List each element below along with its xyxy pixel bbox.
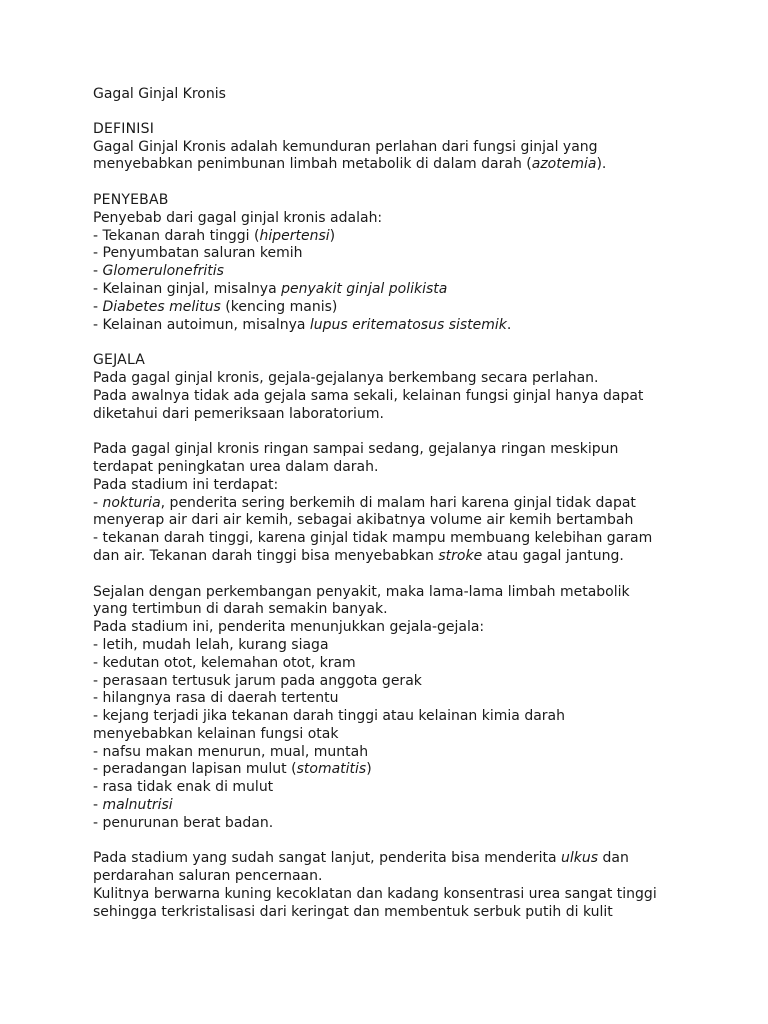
text-run: Penyebab dari gagal ginjal kronis adalah: — [93, 209, 383, 226]
text-line — [93, 459, 728, 477]
text-run: - Kelainan autoimun, misalnya — [93, 316, 310, 333]
text-line — [93, 655, 728, 673]
text-run: - Kelainan ginjal, misalnya — [93, 280, 282, 297]
text-line — [93, 263, 728, 281]
text-run: perdarahan saluran pencernaan. — [93, 868, 323, 885]
text-run: Pada gagal ginjal kronis ringan sampai sedang, gejalanya ringan meskipun — [93, 441, 619, 458]
text-run: - hilangnya rasa di daerah tertentu — [93, 690, 339, 707]
text-run: Pada stadium ini terdapat: — [93, 476, 279, 493]
text-run: - perasaan tertusuk jarum pada anggota gerak — [93, 672, 422, 689]
italic-term: stroke — [438, 547, 483, 564]
text-run: terdapat peningkatan urea dalam darah. — [93, 458, 379, 475]
text-run: - — [93, 797, 103, 814]
text-run: ) — [366, 761, 372, 778]
italic-term: nokturia — [102, 494, 161, 511]
paragraph-gap — [93, 833, 728, 851]
italic-term: azotemia — [531, 156, 597, 173]
section — [93, 121, 728, 174]
text-run: menyerap air dari air kemih, sebagai akibatnya volume air kemih bertambah — [93, 512, 634, 529]
text-run: menyebabkan kelainan fungsi otak — [93, 725, 339, 742]
document-body — [93, 121, 728, 922]
text-line — [93, 584, 728, 602]
text-line — [93, 156, 728, 174]
section-heading: DEFINISI — [93, 120, 155, 137]
section-heading: PENYEBAB — [93, 191, 169, 208]
italic-term: Diabetes melitus — [102, 298, 221, 315]
text-run: - Tekanan darah tinggi ( — [93, 227, 260, 244]
text-run: Pada stadium ini, penderita menunjukkan gejala-gejala: — [93, 619, 485, 636]
italic-term: Glomerulonefritis — [102, 263, 224, 280]
section — [93, 441, 728, 566]
text-run: - nafsu makan menurun, mual, muntah — [93, 743, 369, 760]
text-run: atau gagal jantung. — [482, 547, 624, 564]
italic-term: penyakit ginjal polikista — [281, 280, 448, 297]
text-line — [93, 406, 728, 424]
section-heading: GEJALA — [93, 352, 146, 369]
section — [93, 352, 728, 423]
text-run: - penurunan berat badan. — [93, 814, 274, 831]
text-run: dan — [598, 850, 629, 867]
text-line — [93, 299, 728, 317]
text-line — [93, 601, 728, 619]
section — [93, 192, 728, 334]
text-line — [93, 850, 728, 868]
text-line — [93, 761, 728, 779]
text-line — [93, 673, 728, 691]
text-line — [93, 139, 728, 157]
text-line — [93, 726, 728, 744]
text-line — [93, 708, 728, 726]
text-run: - rasa tidak enak di mulut — [93, 779, 274, 796]
text-run: Pada gagal ginjal kronis, gejala-gejalanya berkembang secara perlahan. — [93, 369, 599, 386]
text-line — [93, 495, 728, 513]
text-line — [93, 210, 728, 228]
italic-term: ulkus — [561, 850, 599, 867]
text-line — [93, 744, 728, 762]
text-line — [93, 868, 728, 886]
italic-term: malnutrisi — [102, 797, 173, 814]
text-run: - — [93, 298, 103, 315]
text-line — [93, 690, 728, 708]
text-run: sehingga terkristalisasi dari keringat dan membentuk serbuk putih di kulit — [93, 903, 613, 920]
paragraph-gap — [93, 334, 728, 352]
text-line — [93, 637, 728, 655]
paragraph-gap — [93, 423, 728, 441]
document-title: Gagal Ginjal Kronis — [93, 86, 226, 102]
text-run: diketahui dari pemeriksaan laboratorium. — [93, 405, 384, 422]
text-line — [93, 530, 728, 548]
text-run: menyebabkan penimbunan limbah metabolik di dalam darah ( — [93, 156, 532, 173]
paragraph-gap — [93, 174, 728, 192]
italic-term: lupus eritematosus sistemik — [309, 316, 507, 333]
italic-term: hipertensi — [259, 227, 330, 244]
section — [93, 584, 728, 833]
text-line — [93, 886, 728, 904]
text-line — [93, 370, 728, 388]
text-run: . — [506, 316, 512, 333]
text-run: - peradangan lapisan mulut ( — [93, 761, 297, 778]
text-run: - Penyumbatan saluran kemih — [93, 245, 303, 262]
text-run: - letih, mudah lelah, kurang siaga — [93, 636, 329, 653]
text-run: Pada awalnya tidak ada gejala sama sekali, kelainan fungsi ginjal hanya dapat — [93, 387, 644, 404]
text-line — [93, 904, 728, 922]
text-line — [93, 281, 728, 299]
text-line — [93, 548, 728, 566]
text-run: yang tertimbun di darah semakin banyak. — [93, 601, 388, 618]
italic-term: stomatitis — [296, 761, 367, 778]
text-run: - kedutan otot, kelemahan otot, kram — [93, 654, 356, 671]
text-run: - — [93, 263, 103, 280]
text-line — [93, 441, 728, 459]
text-run: dan air. Tekanan darah tinggi bisa menyebabkan — [93, 547, 439, 564]
text-line — [93, 245, 728, 263]
text-line — [93, 779, 728, 797]
text-line — [93, 317, 728, 335]
text-run: (kencing manis) — [220, 298, 338, 315]
text-run: - — [93, 494, 103, 511]
text-line — [93, 815, 728, 833]
text-line — [93, 512, 728, 530]
text-run: , penderita sering berkemih di malam hari karena ginjal tidak dapat — [160, 494, 636, 511]
text-run: Sejalan dengan perkembangan penyakit, maka lama-lama limbah metabolik — [93, 583, 630, 600]
text-run: ) — [329, 227, 336, 244]
text-run: - tekanan darah tinggi, karena ginjal tidak mampu membuang kelebihan garam — [93, 530, 653, 547]
section — [93, 850, 728, 921]
paragraph-gap — [93, 566, 728, 584]
text-run: Gagal Ginjal Kronis adalah kemunduran perlahan dari fungsi ginjal yang — [93, 138, 598, 155]
text-line — [93, 477, 728, 495]
text-line — [93, 388, 728, 406]
text-line — [93, 619, 728, 637]
text-run: ). — [596, 156, 607, 173]
text-run: Pada stadium yang sudah sangat lanjut, penderita bisa menderita — [93, 850, 562, 867]
text-run: Kulitnya berwarna kuning kecoklatan dan kadang konsentrasi urea sangat tinggi — [93, 886, 657, 903]
text-line — [93, 797, 728, 815]
text-line — [93, 228, 728, 246]
text-run: - kejang terjadi jika tekanan darah tinggi atau kelainan kimia darah — [93, 708, 565, 725]
